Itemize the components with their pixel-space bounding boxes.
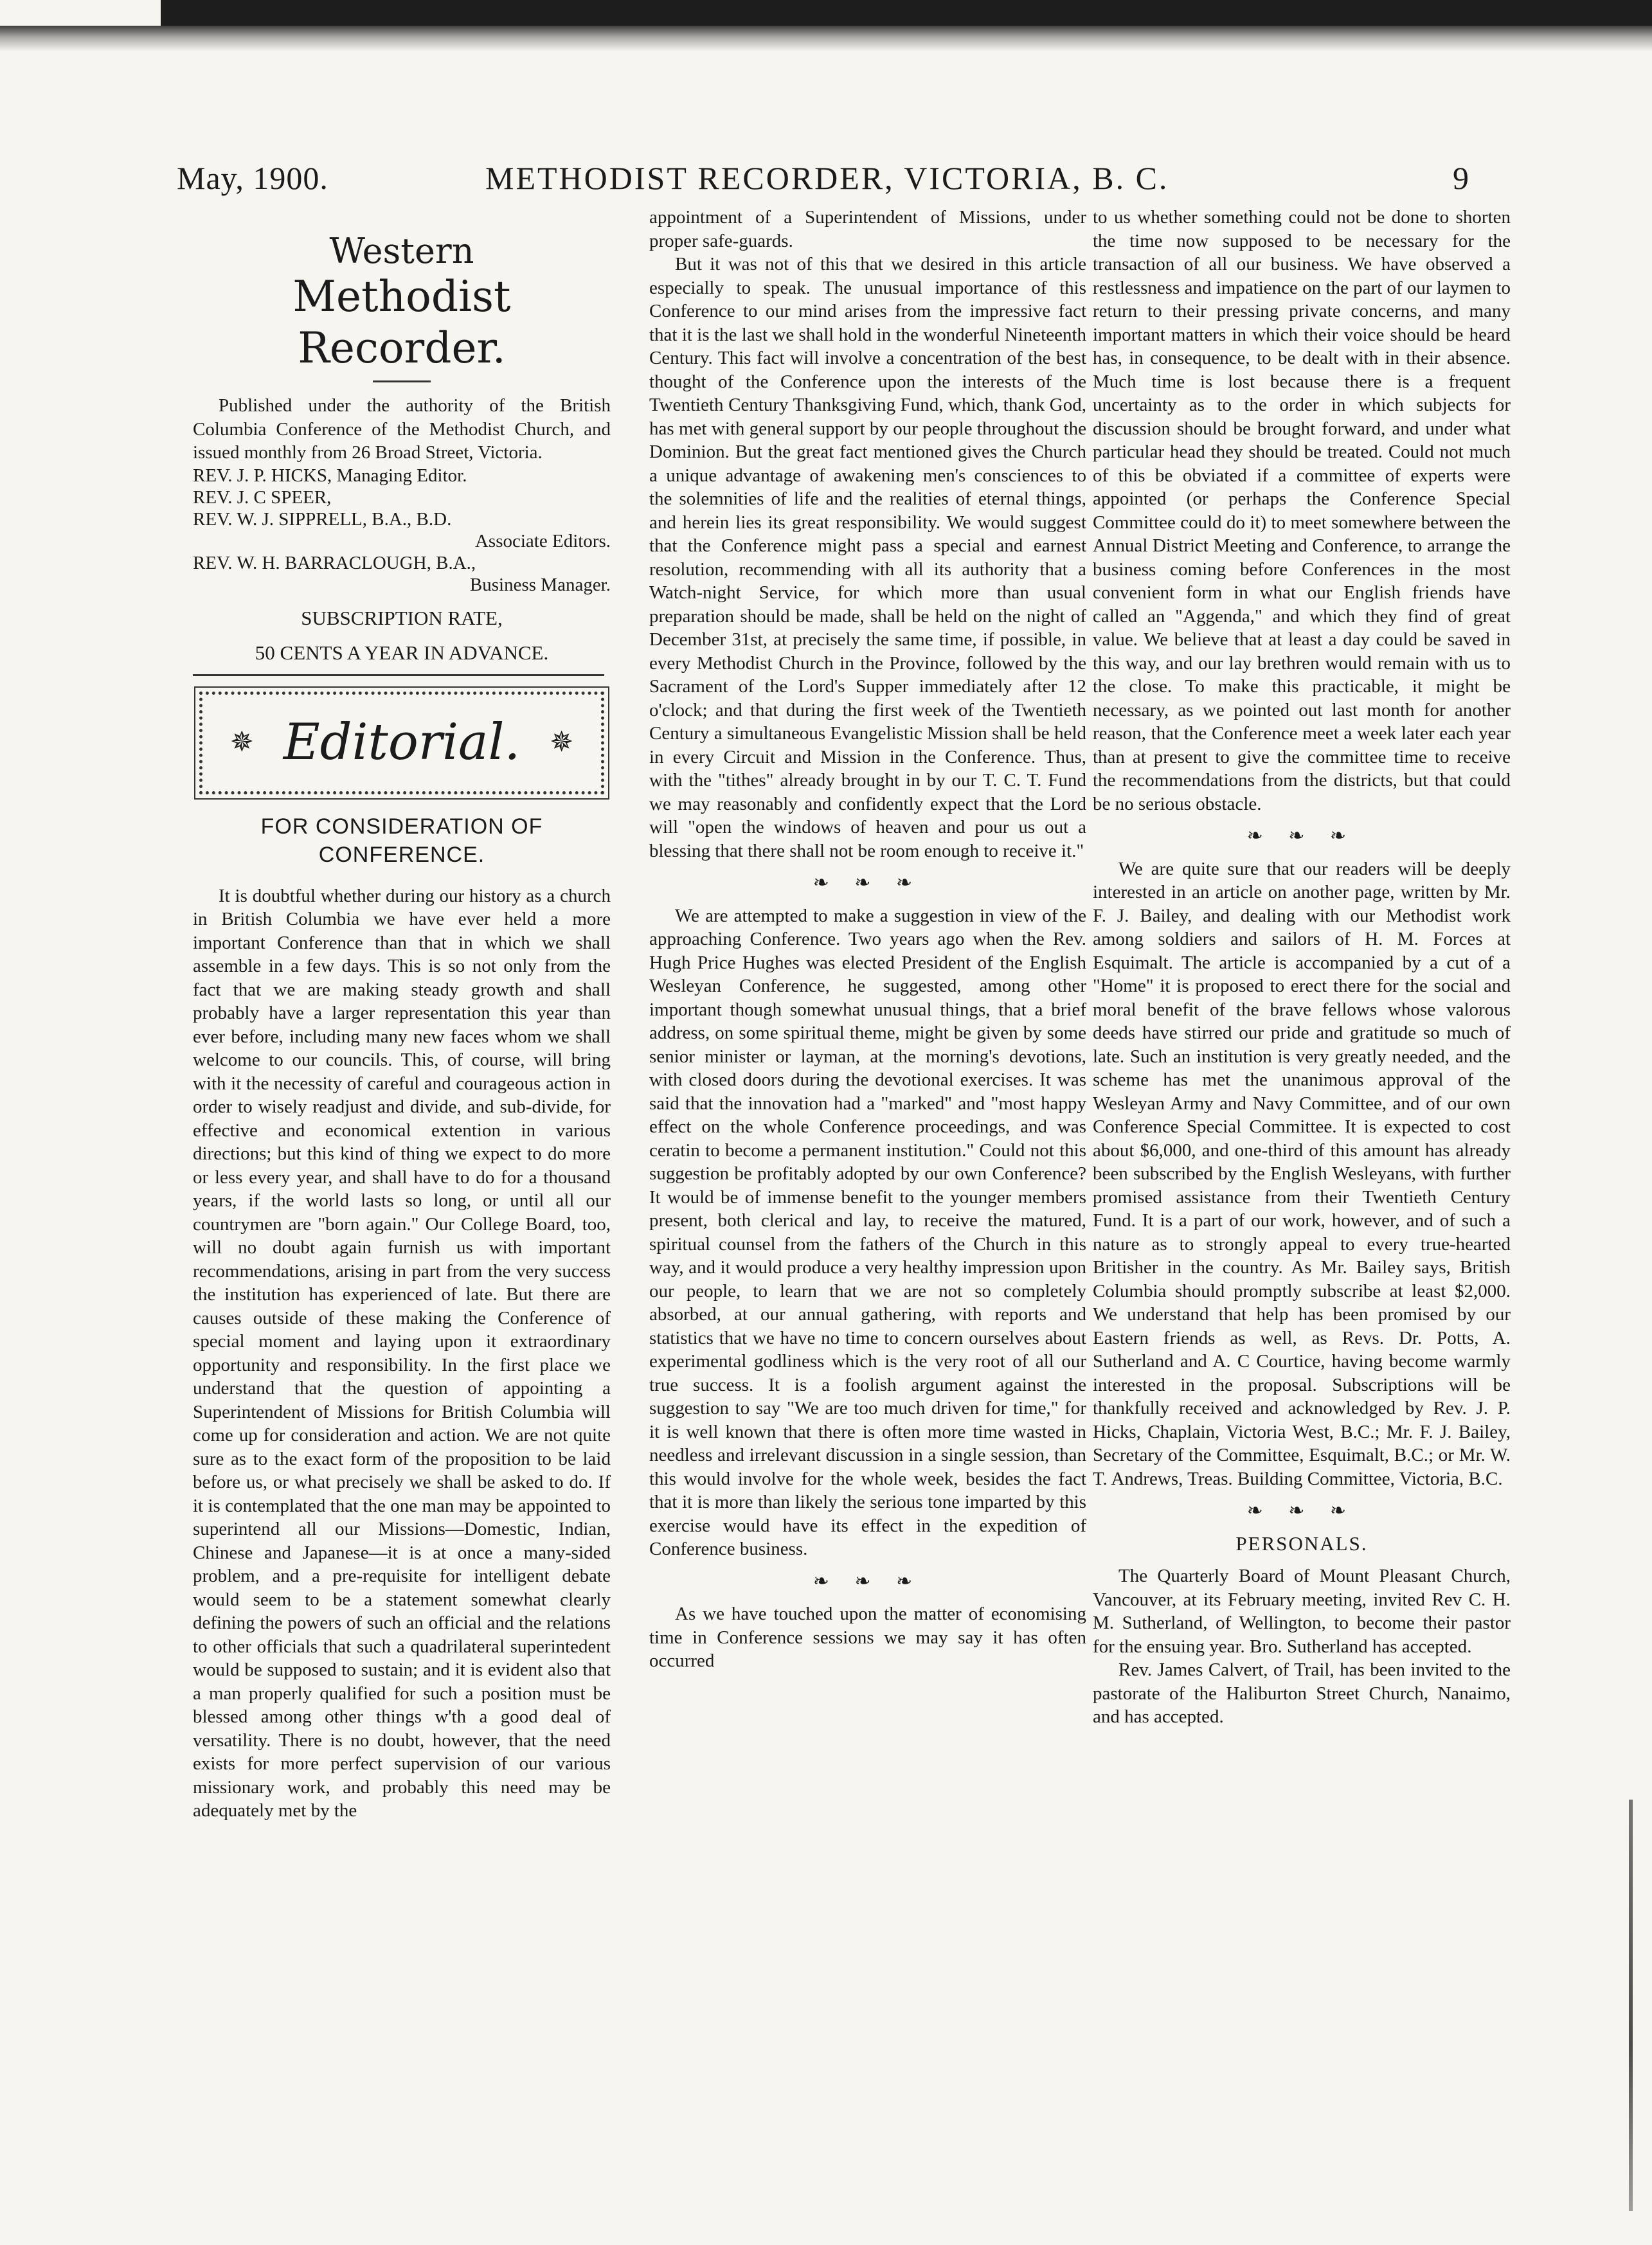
asterism-icon: ✵ [550,726,574,758]
ornament-icon: ❧ ❧ ❧ [813,1570,923,1592]
header-date: May, 1900. [177,160,328,196]
column-2 [649,206,1086,1673]
masthead-line2: Methodist Recorder. [292,272,511,373]
ornament-icon: ❧ ❧ ❧ [1246,825,1357,846]
ornament-icon: ❧ ❧ ❧ [813,872,923,893]
editorial-banner [199,692,604,794]
divider [193,674,604,676]
masthead-rule [373,380,431,382]
article-paragraph: It is doubtful whether during our history as a church in British Columbia we have ever held a more important Conference than that in which we shall assemble in a few days. This is so not only from the fact that we are making steady growth and shall probably have a larger representation this year than ever before, including many new faces whom we shall welcome to our councils. This, of course, will bring with it the necessity of careful and courageous action in order to wisely readjust and divide, and sub-divide, for effective and economical extention in various directions; but this kind of thing we expect to do more or less every year, and shall have to do for a thousand years, if the world lasts so long, or until all our countrymen are "born again." Our College Board, too, will no doubt again furnish us with important recommendations, arising in part from the very success the institution has experienced of late. But there are causes outside of these making the Conference of special moment and laying upon it extraordinary opportunity and responsibility. In the first place we understand that the question of appointing a Superintendent of Missions for British Columbia will come up for consideration and action. We are not quite sure as to the exact form of the proposition to be laid before us, or what precisely we shall be asked to do. If it is contemplated that the one man may be appointed to superintend all our Missions—Domestic, Indian, Chinese and Japanese—it is at once a many-sided problem, and a pre-requisite for intelligent debate would seem to be a statement somewhat clearly defining the powers of such an official and the relations to other officials that such a quadrilateral superintedent would be supposed to sustain; and it is evident also that a man properly qualified for such a position must be blessed among other things w'th a good deal of versatility. There is no doubt, however, that the need exists for more perfect supervision of our various missionary work, and probably this need may be adequately met by the [193,885,611,1821]
personals-paragraph: Rev. James Calvert, of Trail, has been invited to the pastorate of the Haliburton Street Church, Nanaimo, and has accepted. [1093,1659,1511,1727]
page-number: 9 [1453,160,1469,196]
staff-line: REV. W. J. SIPPRELL, B.A., B.D. [193,508,452,530]
staff-line: REV. W. H. BARRACLOUGH, B.A., [193,552,476,573]
page-header [164,154,1514,212]
staff-list [193,465,611,596]
column-1 [193,206,611,1823]
subscription-rate: 50 CENTS A YEAR IN ADVANCE. [255,641,549,664]
article-paragraph: appointment of a Superintendent of Missions, under proper safe-guards. [649,207,1086,251]
personals-paragraph: The Quarterly Board of Mount Pleasant Church, Vancouver, at its February meeting, invited Rev C. H. M. Sutherland, of Wellington, to become their pastor for the ensuing year. Bro. Sutherland has accepted. [1093,1566,1511,1657]
article-paragraph: We are attempted to make a suggestion in view of the approaching Conference. Two years ago when the Rev. Hugh Price Hughes was elected President of the English Wesleyan Conference, he suggested, among other important though somewhat unusual things, that a brief address, on some spiritual theme, might be given by some senior minister or layman, at the morning's devotions, with closed doors during the devotional exercises. It was said that the innovation had a "marked" and "most happy effect on the whole Conference proceedings, and was ceratin to become a permanent institution." Could not this suggestion be profitably adopted by our own Conference? It would be of immense benefit to the younger members present, both clerical and lay, to receive the matured, spiritual counsel from the fathers of the Church in this way, and it would produce a very healthy impression upon our people, to learn that we are not so completely absorbed, at our annual gathering, with reports and statistics that we have no time to concern ourselves about experimental godliness which is the very root of all our true success. It is a foolish argument against the suggestion to say "We are too much driven for time," for it is well known that there is often more time wasted in needless and irrelevant discussion in a single session, than this would involve for the whole week, besides the fact that it is more than likely the serious tone imparted by this exercise would have its effect in the expedition of Conference business. [649,905,1086,1559]
staff-line: Associate Editors. [474,530,611,551]
article-paragraph: But it was not of this that we desired in this article especially to speak. The unusual importance of this Conference to our mind arises from the impressive fact that it is the last we shall hold in the wonderful Nineteenth Century. This fact will involve a concentration of the best thought of the Conference upon the interests of the Twentieth Century Thanksgiving Fund, which, thank God, has met with general support by our people throughout the Dominion. But the great fact mentioned gives the Church a unique advantage of awakening men's consciences to the solemnities of life and the realities of eternal things, and herein lies its great responsibility. We would suggest that the Conference might pass a special and earnest resolution, recommending with all its authority that a Watch-night Service, for which more than usual preparation should be made, shall be held on the night of December 31st, at precisely the same time, if possible, in every Methodist Church in the Province, followed by the Sacrament of the Lord's Supper immediately after 12 o'clock; and that during the first week of the Twentieth Century a simultaneous Evangelistic Mission shall be held in every Circuit and Mission in the Conference. Thus, with the "tithes" already brought in by our T. C. T. Fund we may reasonably and confidently expect that the Lord will "open the windows of heaven and pour us out a blessing that there shall not be room enough to receive it." [649,254,1086,861]
ornament-icon: ❧ ❧ ❧ [1246,1500,1357,1521]
asterism-icon: ✵ [229,726,254,758]
article-heading: FOR CONSIDERATION OF CONFERENCE. [260,814,543,867]
article-paragraph: As we have touched upon the matter of economising time in Conference sessions we may say it has often occurred [649,1604,1086,1671]
editorial-label: Editorial. [283,713,521,772]
header-title: METHODIST RECORDER, VICTORIA, B. C. [485,160,1169,196]
personals-heading: PERSONALS. [1235,1532,1368,1555]
article-paragraph: to us whether something could not be done to shorten the time now supposed to be necessary for the transaction of all our business. We have observed a restlessness and impatience on the part of our laymen to return to their pressing private concerns, and many important matters in which their voice should be heard has, in consequence, to be dealt with in their absence. Much time is lost because there is a frequent uncertainty as to the order in which subjects for discussion should be brought forward, and under what particular head they should be treated. Could not much of this be obviated if a committee of experts were appointed (or perhaps the Conference Special Committee could do it) to meet somewhere between the Annual District Meeting and Conference, to arrange the business coming before Conferences in the most convenient form in what our English friends have called an "Aggenda," and which they find of great value. We believe that at least a day could be saved in this way, and our lay brethren would remain with us to the close. To make this practicable, it might be necessary, as we pointed out last month for another reason, that the Conference meet a week later each year than at present to give the committee time to receive the recommendations from the districts, but that could be no serious obstacle. [1093,207,1511,814]
masthead-line1: Western [329,231,474,271]
article-paragraph: We are quite sure that our readers will be deeply interested in an article on another page, written by Mr. F. J. Bailey, and dealing with our Methodist work among soldiers and sailors of H. M. Forces at Esquimalt. The article is accompanied by a cut of a "Home" it is proposed to erect there for the social and moral benefit of the brave fellows whose valorous deeds have stirred our pride and gratitude so much of late. Such an institution is very greatly needed, and the scheme has met the unanimous approval of the Wesleyan Army and Navy Committee, and of our own Conference Special Committee. It is expected to cost about $6,000, and one-third of this amount has already been subscribed by the English Wesleyans, with further promised assistance from their Twentieth Century Fund. It is a part of our work, however, and of such a nature as to strongly appeal to every true-hearted Britisher in the country. As Mr. Bailey says, British Columbia should promptly subscribe at least $2,000. We understand that help has been promised by our Eastern friends as well, as Revs. Dr. Potts, A. Sutherland and A. C Courtice, having become warmly interested in the proposal. Subscriptions will be thankfully received and acknowledged by Rev. J. P. Hicks, Chaplain, Victoria West, B.C.; Mr. F. J. Bailey, Secretary of the Committee, Esquimalt, B.C.; or Mr. W. T. Andrews, Treas. Building Committee, Victoria, B.C. [1093,858,1511,1489]
staff-line: REV. J. P. HICKS, Managing Editor. [193,465,467,486]
column-3 [1093,206,1511,1729]
scan-right-edge [1629,1800,1633,2211]
subscription-title: SUBSCRIPTION RATE, [301,606,503,629]
staff-line: REV. J. C SPEER, [193,487,332,508]
publication-notice: Published under the authority of the British Columbia Conference of the Methodist Church, and issued monthly from 26 Broad Street, Victoria. [193,395,611,463]
staff-line: Business Manager. [469,574,611,595]
scan-top-fringe [0,26,1652,51]
scan-top-bar [161,0,1652,26]
